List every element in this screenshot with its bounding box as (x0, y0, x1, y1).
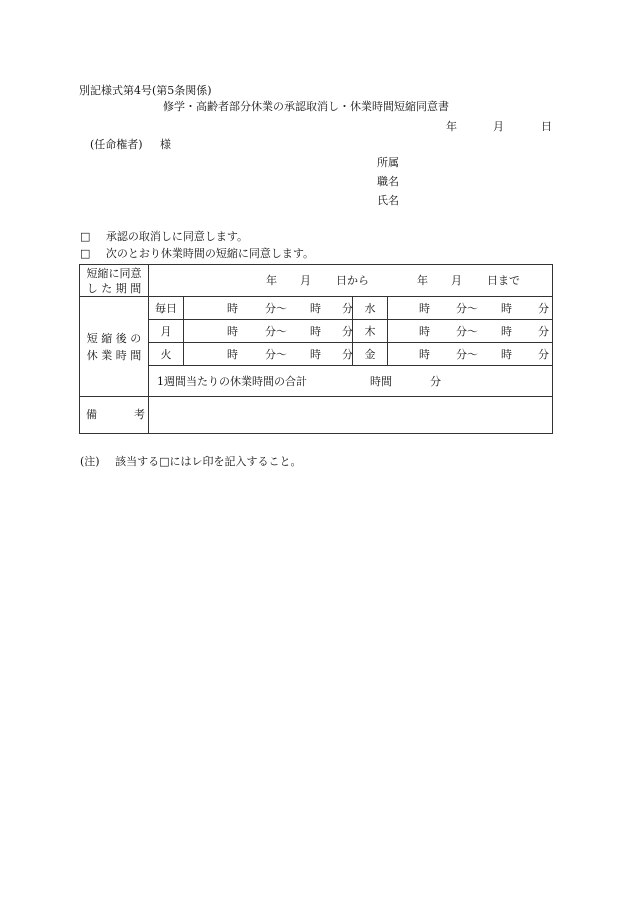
period-label-2: し た 期 間 (86, 281, 142, 295)
time-cell[interactable] (388, 320, 553, 343)
time-minute-from: 分〜 (265, 348, 287, 361)
document-title: 修学・高齢者部分休業の承認取消し・休業時間短縮同意書 (163, 100, 449, 113)
remarks-field[interactable] (149, 397, 553, 434)
time-hour-2: 時 (310, 302, 321, 315)
time-hour: 時 (227, 348, 238, 361)
time-hour-2: 時 (501, 325, 512, 338)
option-cancel-text: 承認の取消しに同意します。 (105, 230, 249, 243)
form-number: 別記様式第4号(第5条関係) (79, 84, 212, 97)
period-day-to: 日まで (487, 274, 520, 287)
period-year-2: 年 (417, 274, 428, 287)
time-hour-2: 時 (501, 348, 512, 361)
appointing-authority: (任命権者) (90, 138, 143, 151)
day-label: 月 (160, 325, 172, 338)
note-text: 該当する□にはレ印を記入すること。 (115, 455, 302, 468)
time-hour: 時 (419, 302, 430, 315)
day-cell (353, 297, 388, 320)
weekly-total-label: 1週間当たりの休業時間の合計 (157, 375, 307, 388)
time-minute: 分 (538, 325, 549, 338)
period-month: 月 (300, 274, 311, 287)
time-hour-2: 時 (310, 325, 321, 338)
time-cell[interactable] (184, 320, 353, 343)
time-cell[interactable] (388, 297, 553, 320)
after-label-2: 休 業 時 間 (86, 348, 142, 362)
date-year: 年 (446, 120, 457, 133)
time-minute-from: 分〜 (456, 348, 478, 361)
time-minute-from: 分〜 (265, 325, 287, 338)
date-day: 日 (541, 120, 552, 133)
time-minute: 分 (342, 325, 353, 338)
time-minute-from: 分〜 (456, 302, 478, 315)
time-hour-2: 時 (501, 302, 512, 315)
affiliation-label: 所属 (377, 156, 399, 169)
remarks-label-1: 備 (86, 408, 97, 421)
time-hour: 時 (419, 325, 430, 338)
day-label: 火 (160, 348, 172, 361)
day-label: 木 (364, 325, 376, 338)
checkbox-shorten[interactable]: □ (80, 247, 91, 260)
note (80, 456, 302, 467)
after-label-cell (80, 297, 149, 397)
position-label: 職名 (377, 175, 399, 188)
period-value-cell[interactable] (149, 265, 553, 297)
time-minute: 分 (538, 302, 549, 315)
time-minute: 分 (342, 302, 353, 315)
day-cell (149, 297, 184, 320)
period-label-1: 短縮に同意 (86, 266, 142, 280)
weekly-total-hours: 時間 (370, 375, 392, 388)
time-cell[interactable] (184, 343, 353, 366)
after-label-1: 短 縮 後 の (86, 331, 142, 345)
remarks-label-2: 考 (134, 408, 145, 421)
day-cell (149, 343, 184, 366)
shortening-table (79, 264, 553, 434)
day-cell (353, 320, 388, 343)
day-label: 毎日 (155, 302, 177, 315)
option-cancel (80, 231, 248, 242)
day-cell (353, 343, 388, 366)
weekly-total-minutes: 分 (430, 375, 441, 388)
date-month: 月 (493, 120, 504, 133)
option-shorten-text: 次のとおり休業時間の短縮に同意します。 (105, 247, 315, 260)
day-label: 金 (364, 348, 376, 361)
time-hour: 時 (419, 348, 430, 361)
honorific: 様 (160, 138, 171, 151)
time-cell[interactable] (184, 297, 353, 320)
period-label-cell (80, 265, 149, 297)
remarks-label-cell (80, 397, 149, 434)
name-label: 氏名 (377, 194, 399, 207)
time-minute-from: 分〜 (265, 302, 287, 315)
day-cell (149, 320, 184, 343)
time-cell[interactable] (388, 343, 553, 366)
note-label: (注) (80, 455, 100, 468)
period-month-2: 月 (451, 274, 462, 287)
time-minute: 分 (538, 348, 549, 361)
day-label: 水 (364, 302, 376, 315)
option-shorten (80, 248, 314, 259)
period-day-from: 日から (336, 274, 369, 287)
period-year: 年 (266, 274, 277, 287)
time-minute-from: 分〜 (456, 325, 478, 338)
time-hour: 時 (227, 302, 238, 315)
checkbox-cancel[interactable]: □ (80, 230, 91, 243)
time-hour: 時 (227, 325, 238, 338)
weekly-total-cell[interactable] (149, 366, 553, 397)
time-hour-2: 時 (310, 348, 321, 361)
time-minute: 分 (342, 348, 353, 361)
